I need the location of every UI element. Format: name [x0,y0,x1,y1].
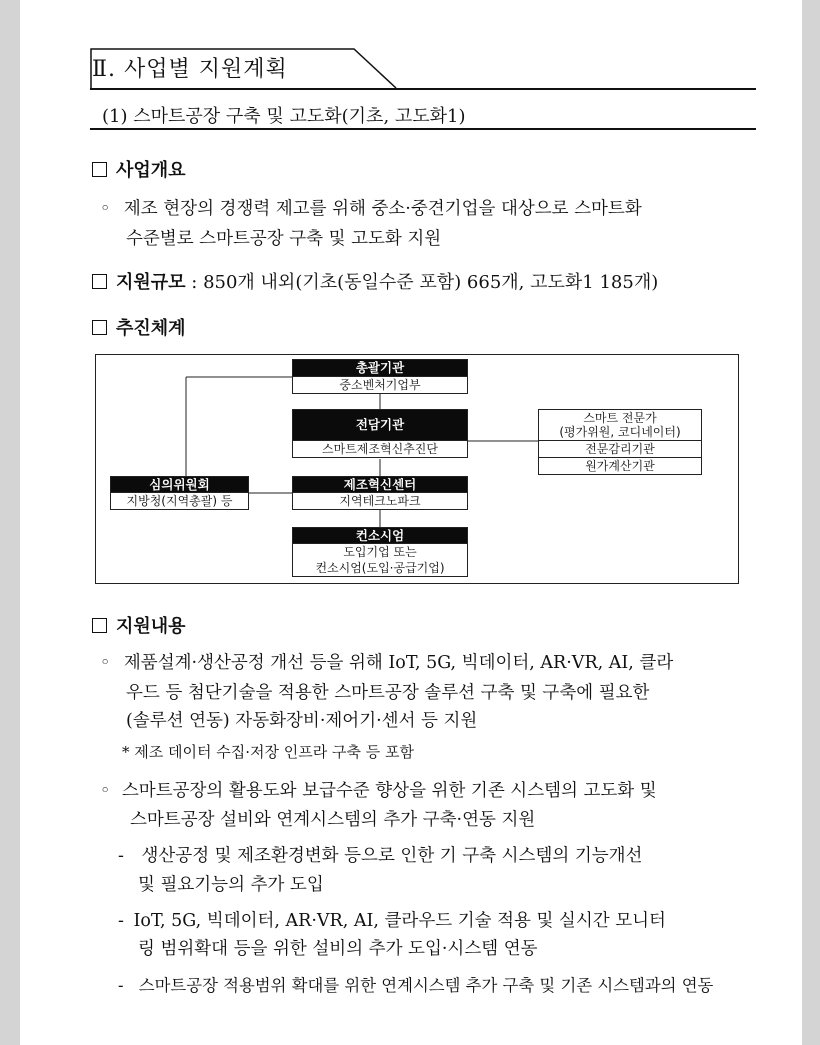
section-rule-bottom [90,128,756,130]
org-node-expert: 스마트 전문가 (평가위원, 코디네이터) 전문감리기관 원가계산기관 [538,409,702,475]
section-title: Ⅱ. 사업별 지원계획 [92,57,288,82]
section-subtitle: (1) 스마트공장 구축 및 고도화(기초, 고도화1) [102,106,466,127]
overview-heading: 사업개요 [92,156,186,182]
checkbox-square-icon [92,162,107,177]
overview-line2: 수준별로 스마트공장 구축 및 고도화 지원 [126,229,442,249]
org-node-center: 제조혁신센터 지역테크노파크 [292,476,468,510]
support-dash-2-line2: 링 범위확대 등을 위한 설비의 추가 도입·시스템 연동 [138,939,538,959]
support-note: * 제조 데이터 수집·저장 인프라 구축 등 포함 [122,743,414,761]
overview-bullet: ◦ 제조 현장의 경쟁력 제고를 위해 중소·중견기업을 대상으로 스마트화 [100,199,642,219]
org-chart [95,354,739,584]
scale-text: 850개 내외(기초(동일수준 포함) 665개, 고도화1 185개) [203,272,659,293]
org-node-agency: 전담기관 스마트제조혁신추진단 [292,409,468,458]
scale-heading: 지원규모 : 850개 내외(기초(동일수준 포함) 665개, 고도화1 185개) [92,268,658,294]
org-node-committee: 심의위원회 지방청(지역총괄) 등 [110,476,249,510]
support-heading: 지원내용 [92,612,186,638]
support-bullet-1-line3: (솔루션 연동) 자동화장비·제어기·센서 등 지원 [126,711,478,731]
support-bullet-2-line2: 스마트공장 설비와 연계시스템의 추가 구축·연동 지원 [130,810,536,830]
checkbox-square-icon [92,618,107,633]
support-bullet-2: ◦ 스마트공장의 활용도와 보급수준 향상을 위한 기존 시스템의 고도화 및 [100,781,657,801]
system-heading: 추진체계 [92,314,186,340]
support-bullet-1-line2: 우드 등 첨단기술을 적용한 스마트공장 솔루션 구축 및 구축에 필요한 [126,683,650,703]
checkbox-square-icon [92,320,107,335]
document-page [20,0,802,1045]
support-dash-1: - 생산공정 및 제조환경변화 등으로 인한 기 구축 시스템의 기능개선 [118,846,643,866]
support-dash-3: - 스마트공장 적용범위 확대를 위한 연계시스템 추가 구축 및 기존 시스템과의 연동 [118,976,714,995]
section-rule-top [90,88,756,90]
support-dash-2: - IoT, 5G, 빅데이터, AR·VR, AI, 클라우드 기술 적용 및 실시간 모니터 [118,911,666,931]
support-bullet-1: ◦ 제품설계·생산공정 개선 등을 위해 IoT, 5G, 빅데이터, AR·VR, AI, 클라 [100,653,674,673]
org-node-consortium: 컨소시엄 도입기업 또는 컨소시엄(도입·공급기업) [292,527,468,577]
checkbox-square-icon [92,274,107,289]
support-dash-1-line2: 및 필요기능의 추가 도입 [138,875,324,895]
org-node-top: 총괄기관 중소벤처기업부 [292,359,468,394]
